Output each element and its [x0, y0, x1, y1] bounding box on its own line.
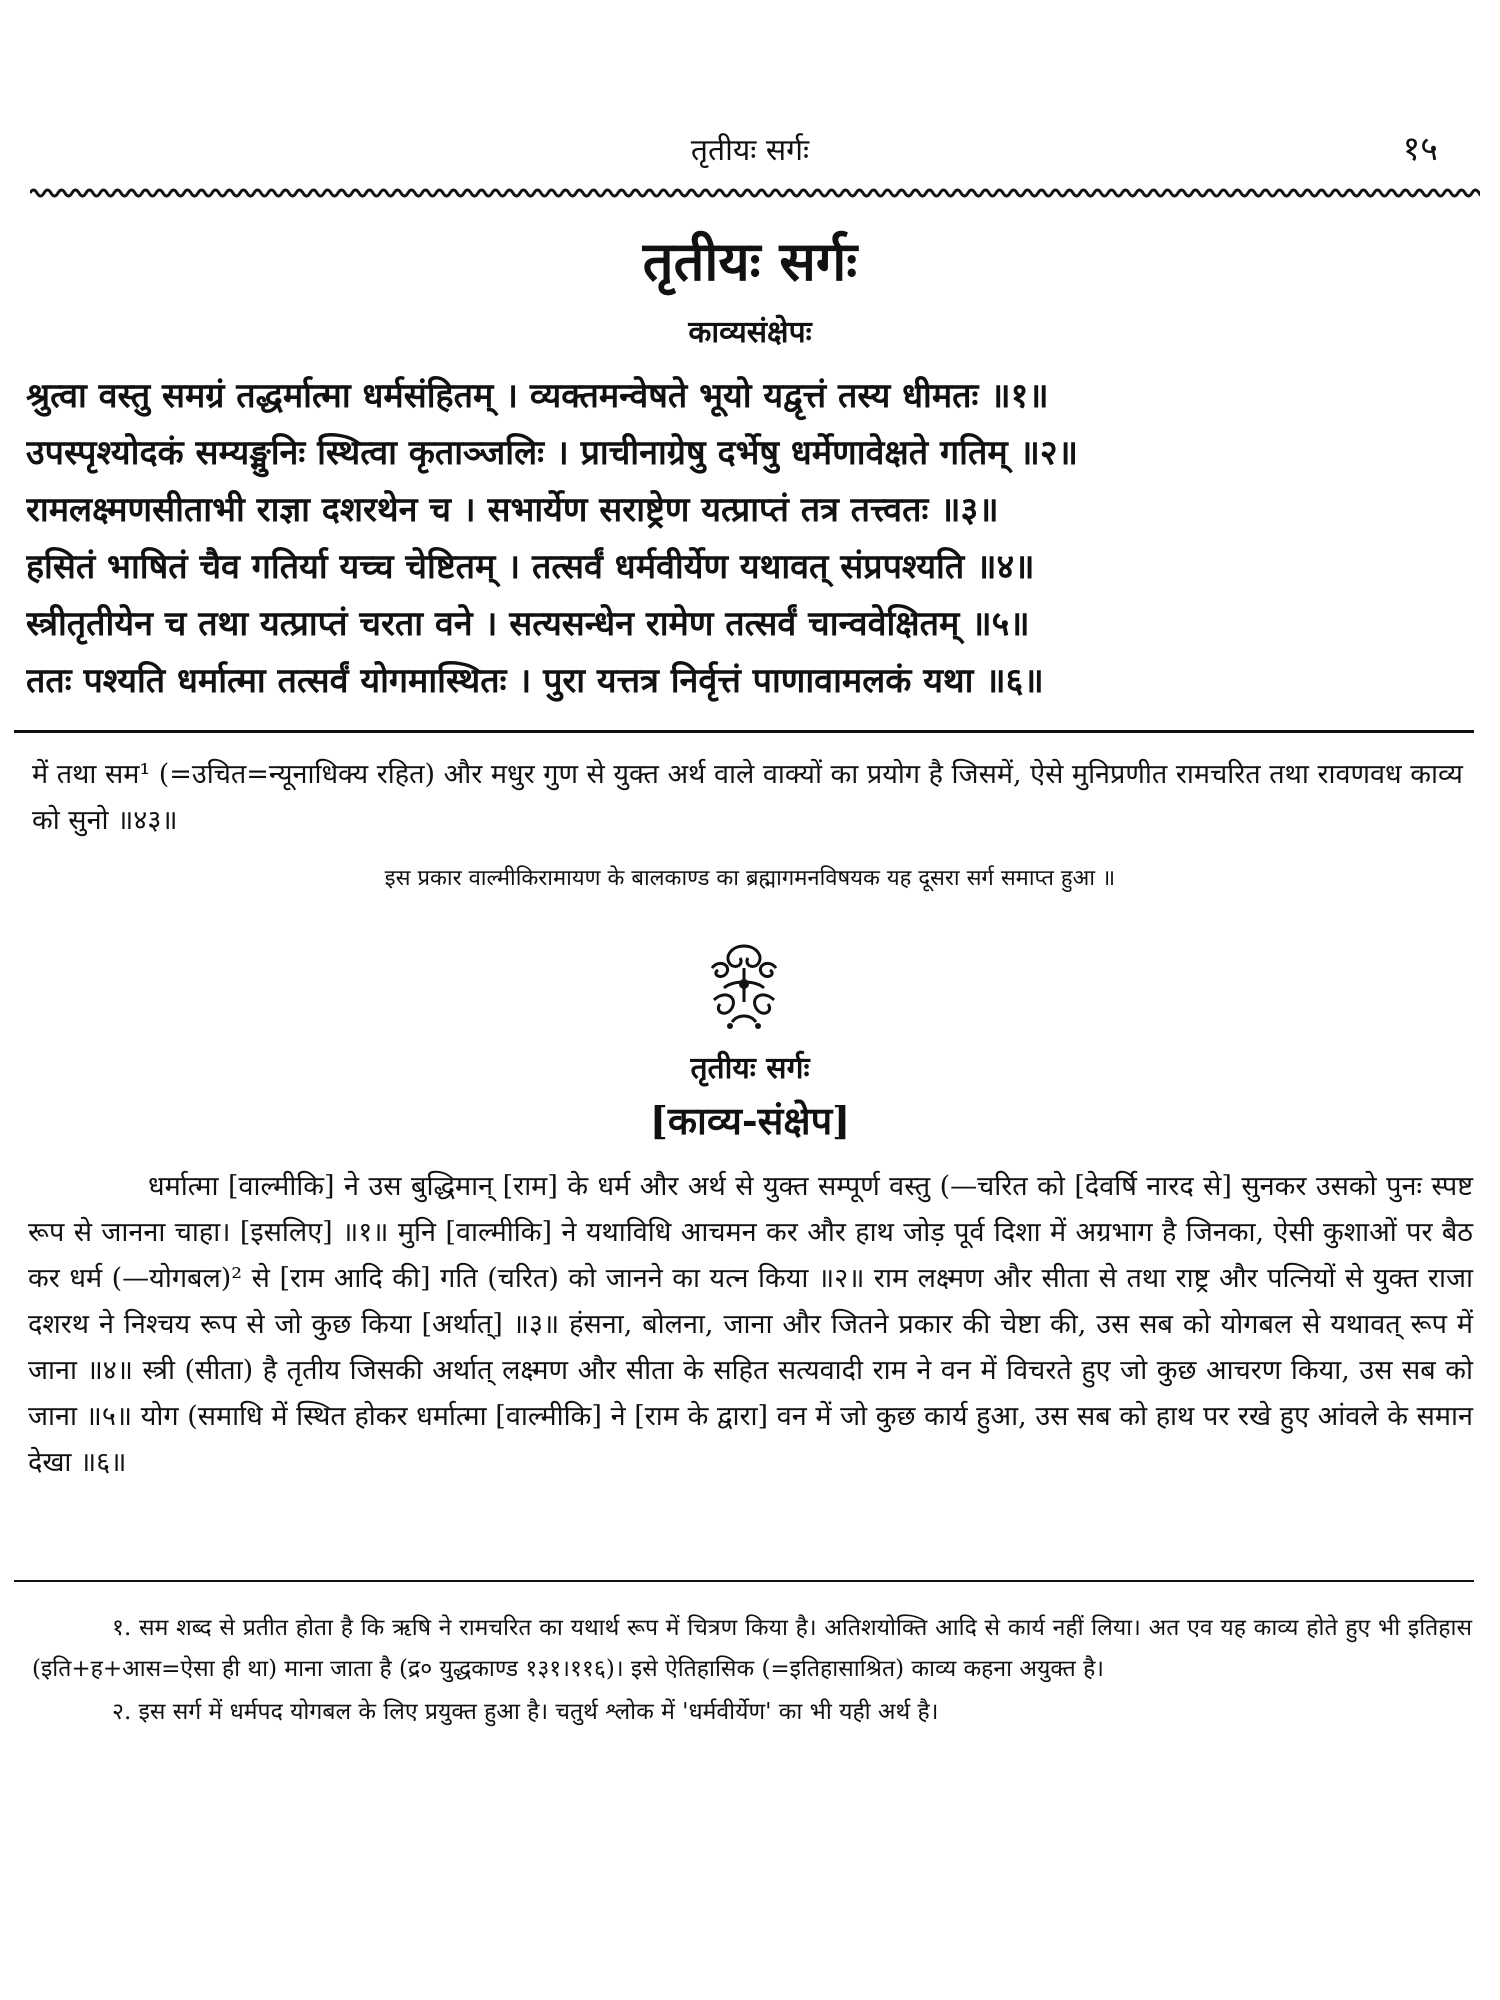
- footnotes: [32, 1608, 1472, 1735]
- translation-paragraph: धर्मात्मा [वाल्मीकि] ने उस बुद्धिमान् [राम] के धर्म और अर्थ से युक्त सम्पूर्ण वस्तु (—चरित को [देवर्षि नारद से] सुनकर उसको पुनः स्पष्ट रूप से जानना चाहा। [इसलिए] ॥१॥ मुनि [वाल्मीकि] ने यथाविधि आचमन कर और हाथ जोड़ पूर्व दिशा में अग्रभाग है जिनका, ऐसी कुशाओं पर बैठ कर धर्म (—योगबल)² से [राम आदि की] गति (चरित) को जानने का यत्न किया ॥२॥ राम लक्ष्मण और सीता से तथा राष्ट्र और पत्नियों से युक्त राजा दशरथ ने निश्चय रूप से जो कुछ किया [अर्थात्] ॥३॥ हंसना, बोलना, जाना और जितने प्रकार की चेष्टा की, उस सब को योगबल से यथावत् रूप में जाना ॥४॥ स्त्री (सीता) है तृतीय जिसकी अर्थात् लक्ष्मण और सीता के सहित सत्यवादी राम ने वन में विचरते हुए जो कुछ आचरण किया, उस सब को जाना ॥५॥ योग (समाधि में स्थित होकर धर्मात्मा [वाल्मीकि] ने [राम के द्वारा] वन में जो कुछ कार्य हुआ, उस सब को हाथ पर रखे हुए आंवले के समान देखा ॥६॥: [28, 1171, 1473, 1478]
- page-number: १५: [1402, 129, 1438, 169]
- hindi-translation: [28, 1164, 1473, 1486]
- sarga-colophon: इस प्रकार वाल्मीकिरामायण के बालकाण्ड का ब्रह्मागमनविषयक यह दूसरा सर्ग समाप्त हुआ ॥: [384, 866, 1116, 891]
- verse-line: ततः पश्यति धर्मात्मा तत्सर्वं योगमास्थितः । पुरा यत्तत्र निर्वृत्तं पाणावामलकं यथा ॥६॥: [26, 661, 1044, 701]
- running-header: तृतीयः सर्गः: [690, 133, 810, 168]
- section-title: तृतीयः सर्गः: [642, 229, 858, 293]
- verse-line: हसितं भाषितं चैव गतिर्या यच्च चेष्टितम् । तत्सर्वं धर्मवीर्येण यथावत् संप्रपश्यति ॥४॥: [26, 547, 1035, 587]
- footnote-divider: [14, 1580, 1474, 1582]
- footnote-2: २. इस सर्ग में धर्मपद योगबल के लिए प्रयुक्त हुआ है। चतुर्थ श्लोक में 'धर्मवीर्येण' का भी यही अर्थ है।: [112, 1699, 939, 1725]
- footnote-1: १. सम शब्द से प्रतीत होता है कि ऋषि ने रामचरित का यथार्थ रूप में चित्रण किया है। अतिशयोक्ति आदि से कार्य नहीं लिया। अत एव यह काव्य होते हुए भी इतिहास (इति+ह+आस=ऐसा ही था) माना जाता है (द्र० युद्धकाण्ड १३१।११६)। इसे ऐतिहासिक (=इतिहासाश्रित) काव्य कहना अयुक्त है।: [32, 1615, 1472, 1682]
- section-subtitle: काव्यसंक्षेपः: [688, 315, 812, 350]
- verse-line: रामलक्ष्मणसीताभी राज्ञा दशरथेन च । सभार्येण सराष्ट्रेण यत्प्राप्तं तत्र तत्त्वतः ॥३॥: [26, 490, 999, 530]
- sanskrit-verses: [26, 368, 1481, 710]
- hindi-section-subtitle: [काव्य-संक्षेप]: [649, 1098, 851, 1143]
- previous-sarga-translation: में तथा सम¹ (=उचित=न्यूनाधिक्य रहित) और मधुर गुण से युक्त अर्थ वाले वाक्यों का प्रयोग है जिसमें, ऐसे मुनिप्रणीत रामचरित तथा रावणवध काव्य को सुनो ॥४३॥: [32, 759, 1463, 836]
- verse-line: उपस्पृश्योदकं सम्यङ्मुनिः स्थित्वा कृताञ्जलिः । प्राचीनाग्रेषु दर्भेषु धर्मेणावेक्षते गतिम् ॥२॥: [26, 433, 1078, 473]
- divider: [14, 730, 1474, 733]
- fleuron-ornament-icon: [702, 938, 786, 1032]
- verse-line: स्त्रीतृतीयेन च तथा यत्प्राप्तं चरता वने । सत्यसन्धेन रामेण तत्सर्वं चान्ववेक्षितम् ॥५॥: [26, 604, 1030, 644]
- hindi-section-title: तृतीयः सर्गः: [690, 1051, 810, 1086]
- verse-line: श्रुत्वा वस्तु समग्रं तद्धर्मात्मा धर्मसंहितम् । व्यक्तमन्वेषते भूयो यद्वृत्तं तस्य धीमतः ॥१॥: [26, 376, 1049, 416]
- decorative-wavy-rule: [30, 186, 1480, 200]
